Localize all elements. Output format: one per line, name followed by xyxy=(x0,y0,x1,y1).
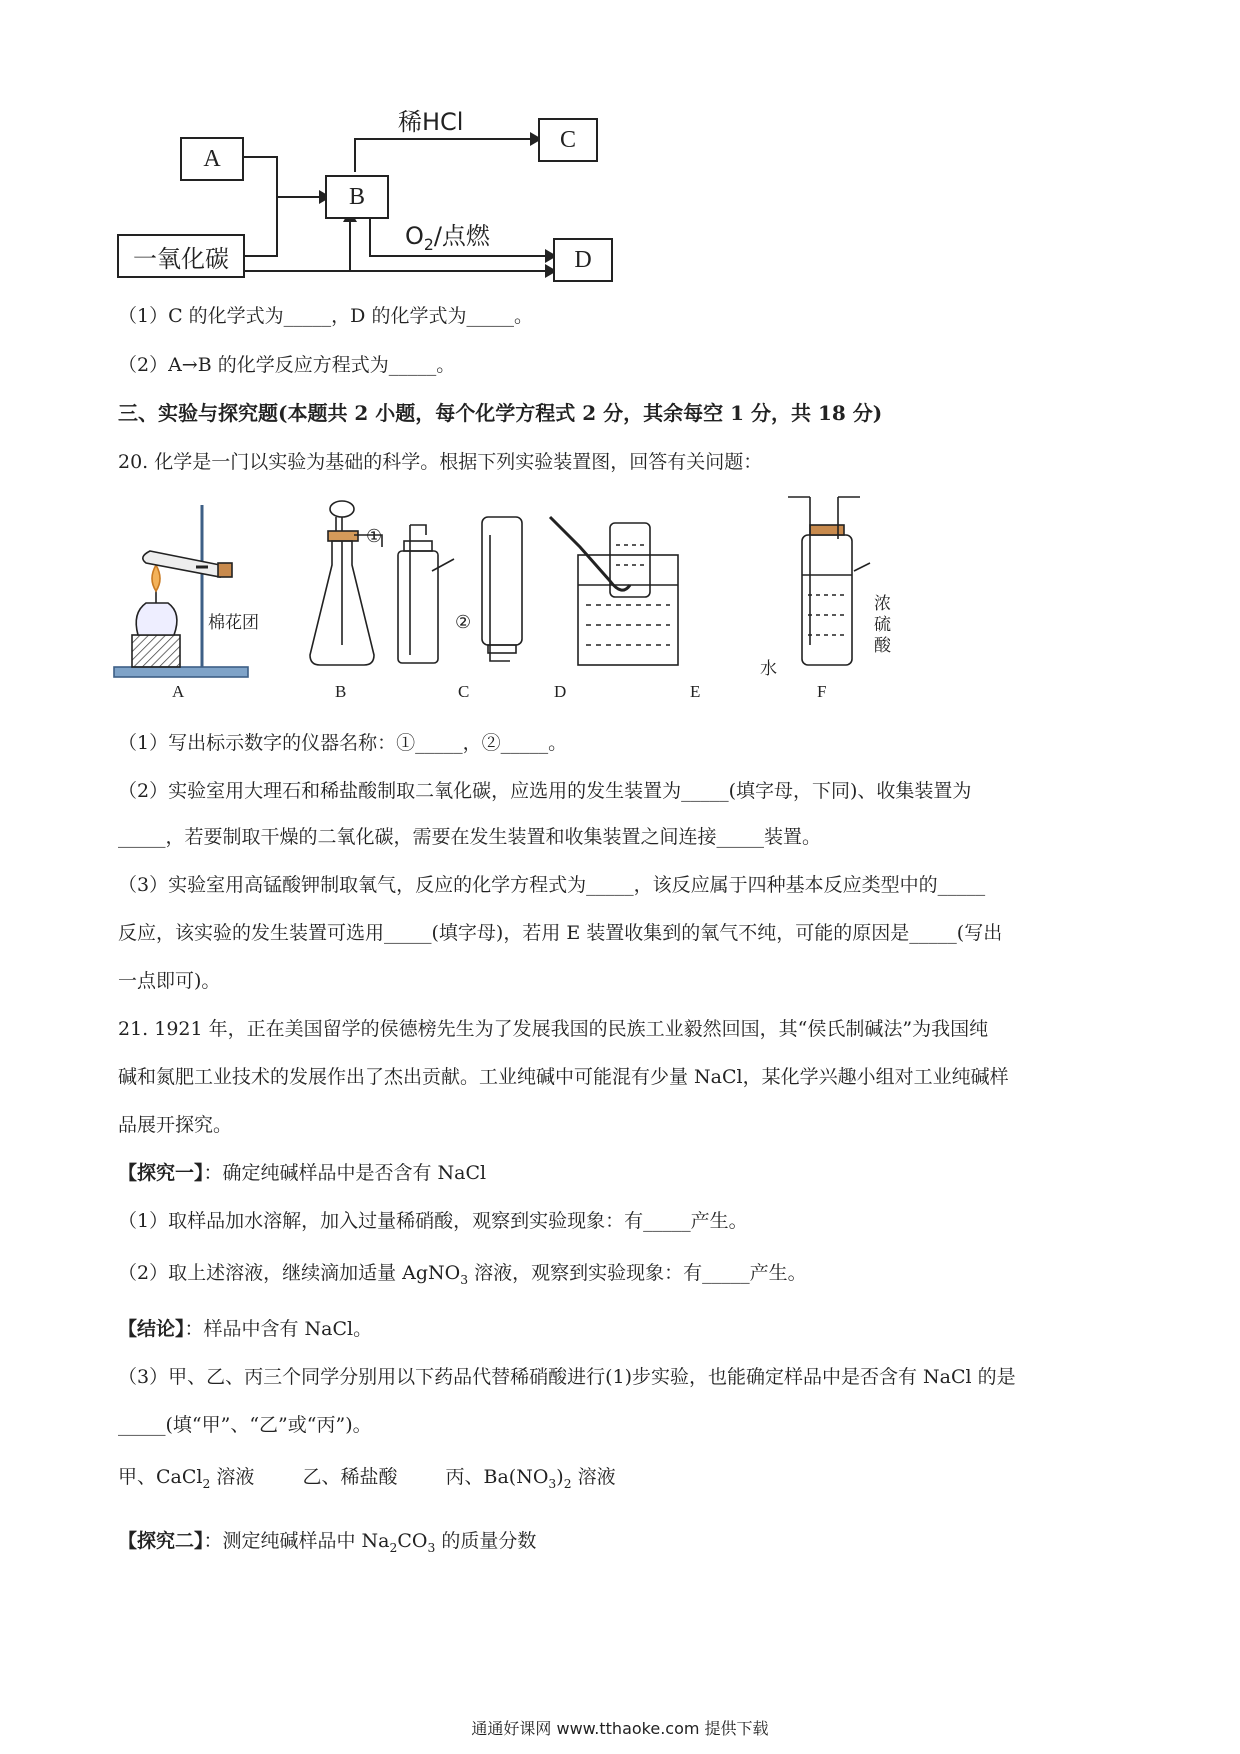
q21-part3-line1: （3）甲、乙、丙三个同学分别用以下药品代替稀硝酸进行(1)步实验，也能确定样品中是否含有 NaCl 的是 xyxy=(118,1366,1016,1388)
arrow-b-to-c xyxy=(355,139,530,172)
box-c: C xyxy=(538,118,598,162)
arrow-a-to-b xyxy=(243,157,319,197)
q20-part3-line2: 反应，该实验的发生装置可选用_____(填字母)，若用 E 装置收集到的氧气不纯，可能的原因是_____(写出 xyxy=(118,922,1003,944)
q21-part1: （1）取样品加水溶解，加入过量稀硝酸，观察到实验现象：有_____产生。 xyxy=(118,1210,748,1232)
label-dilute-hcl: 稀HCl xyxy=(398,108,464,136)
box-carbon-monoxide: 一氧化碳 xyxy=(117,234,245,278)
apparatus-label-b: B xyxy=(335,682,347,701)
apparatus-c xyxy=(398,525,454,663)
q20-part3-line3: 一点即可)。 xyxy=(118,970,221,992)
label-num1: ① xyxy=(366,526,383,547)
q21-part3-line2: _____(填“甲”、“乙”或“丙”)。 xyxy=(118,1414,372,1436)
apparatus-label-f: F xyxy=(817,682,827,701)
box-a: A xyxy=(180,137,244,181)
footer-watermark: 通通好课网 www.tthaoke.com 提供下载 xyxy=(471,1719,769,1738)
apparatus-label-c: C xyxy=(458,682,470,701)
q19-part1: （1）C 的化学式为_____，D 的化学式为_____。 xyxy=(118,305,533,327)
apparatus-label-d: D xyxy=(554,682,567,701)
label-conc-sulfuric-acid: 浓 硫 酸 xyxy=(874,594,891,656)
arrow-co-to-b xyxy=(243,197,277,256)
q20-stem: 20. 化学是一门以实验为基础的科学。根据下列实验装置图，回答有关问题： xyxy=(118,451,763,473)
q20-part2-line1: （2）实验室用大理石和稀盐酸制取二氧化碳，应选用的发生装置为_____(填字母，下同)、收集装置为 xyxy=(118,780,972,802)
option-yi: 乙、稀盐酸 xyxy=(302,1466,398,1488)
option-bing: 丙、$Ba(NO_3)_2$ 溶液 xyxy=(445,1466,616,1491)
apparatus-label-a: A xyxy=(172,682,185,701)
conclusion: 【结论】：样品中含有 NaCl。 xyxy=(118,1318,373,1340)
q20-part3-line1: （3）实验室用高锰酸钾制取氧气，反应的化学方程式为_____，该反应属于四种基本反应类型中的_____ xyxy=(118,874,986,896)
apparatus-f xyxy=(788,497,870,665)
q21-part2: （2）取上述溶液，继续滴加适量 AgNO$_3$ 溶液，观察到实验现象：有_____产生。 xyxy=(118,1262,807,1287)
apparatus-e xyxy=(550,517,678,665)
q19-part2: （2）A→B 的化学反应方程式为_____。 xyxy=(118,354,456,376)
explore-two-heading: 【探究二】：测定纯碱样品中 $Na_2CO_3$ 的质量分数 xyxy=(118,1530,537,1555)
option-jia: 甲、CaCl$_2$ 溶液 xyxy=(118,1466,255,1491)
label-water: 水 xyxy=(760,659,777,679)
apparatus-a xyxy=(114,505,248,677)
q21-stem-line3: 品展开探究。 xyxy=(118,1114,233,1136)
box-d: D xyxy=(553,238,613,282)
q21-stem-line2: 碱和氮肥工业技术的发展作出了杰出贡献。工业纯碱中可能混有少量 NaCl，某化学兴趣小组对工业纯碱样 xyxy=(118,1066,1009,1088)
apparatus-figure xyxy=(110,495,920,705)
explore-one-heading: 【探究一】：确定纯碱样品中是否含有 NaCl xyxy=(118,1162,487,1184)
q20-part2-line2: _____，若要制取干燥的二氧化碳，需要在发生装置和收集装置之间连接_____装置。 xyxy=(118,826,822,848)
box-b: B xyxy=(325,175,389,219)
section-three-heading: 三、实验与探究题(本题共 2 小题，每个化学方程式 2 分，其余每空 1 分，共 18 分) xyxy=(118,401,883,425)
label-o2-ignite: $O_2/$点燃 xyxy=(405,222,490,254)
apparatus-label-e: E xyxy=(690,682,701,701)
q20-part1: （1）写出标示数字的仪器名称：①_____，②_____。 xyxy=(118,732,568,754)
label-num2: ② xyxy=(455,612,472,633)
reagent-options xyxy=(118,1462,616,1491)
apparatus-d xyxy=(482,517,522,661)
q21-stem-line1: 21. 1921 年，正在美国留学的侯德榜先生为了发展我国的民族工业毅然回国，其“侯氏制碱法”为我国纯 xyxy=(118,1018,989,1040)
label-cotton-ball: 棉花团 xyxy=(208,613,259,633)
